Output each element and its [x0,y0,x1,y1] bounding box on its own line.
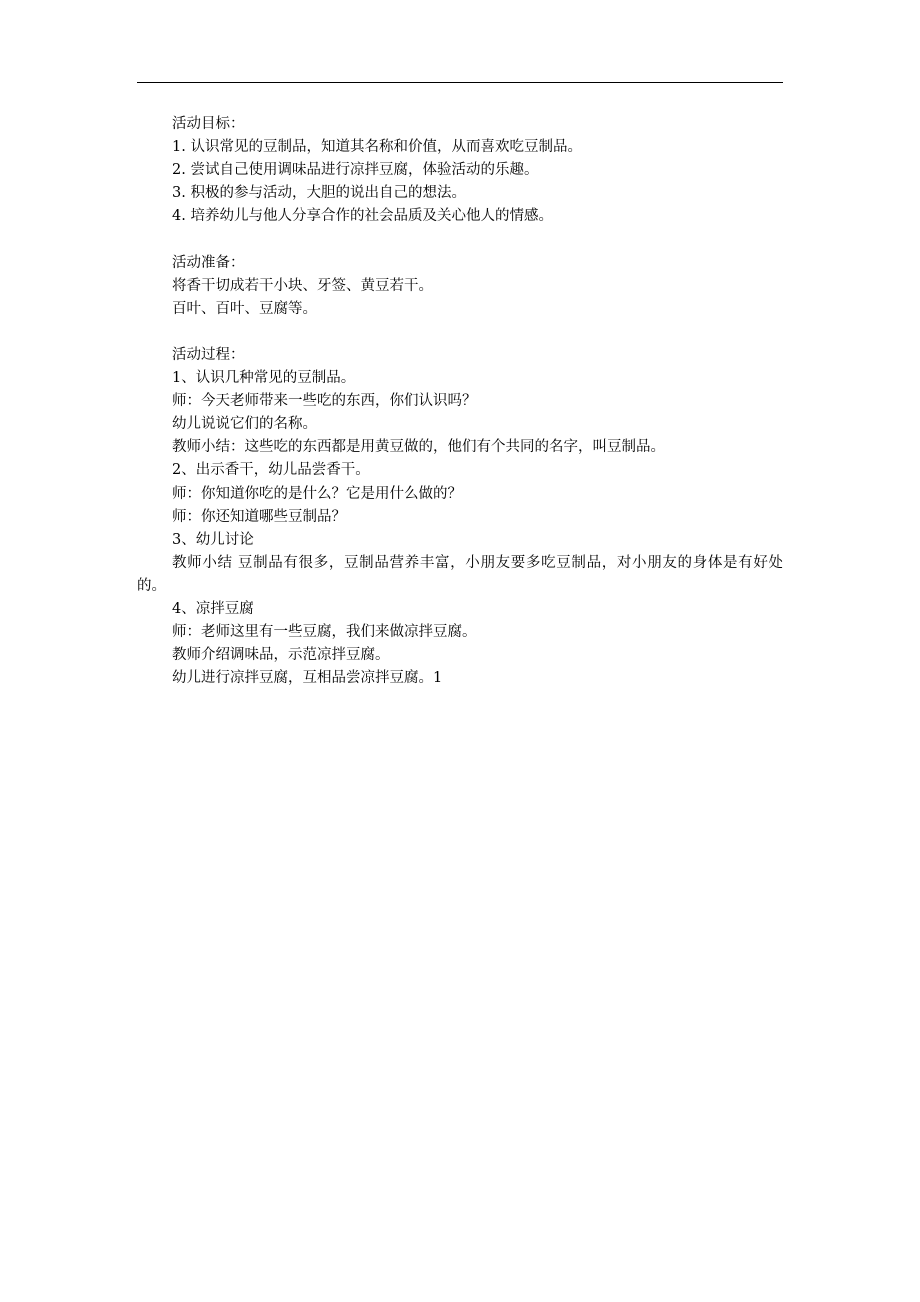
process-line: 3、幼儿讨论 [172,531,254,548]
prep-item: 百叶、百叶、豆腐等。 [172,300,317,317]
goal-item: 1. 认识常见的豆制品，知道其名称和价值，从而喜欢吃豆制品。 [172,139,582,156]
goal-item: 3. 积极的参与活动，大胆的说出自己的想法。 [172,185,466,202]
header-rule [137,82,783,83]
section-heading-goals: 活动目标： [172,116,245,132]
process-line: 师：老师这里有一些豆腐，我们来做凉拌豆腐。 [172,624,477,641]
section-goals [137,113,783,228]
prep-item: 将香干切成若干小块、牙签、黄豆若干。 [172,277,433,294]
document-body [137,113,783,690]
process-line: 2、出示香干，幼儿品尝香干。 [172,462,370,479]
goal-item: 2. 尝试自己使用调味品进行凉拌豆腐，体验活动的乐趣。 [172,162,539,179]
goal-item: 4. 培养幼儿与他人分享合作的社会品质及关心他人的情感。 [172,208,553,225]
process-line: 幼儿进行凉拌豆腐，互相品尝凉拌豆腐。1 [172,670,443,687]
section-heading-preparation: 活动准备： [172,254,245,271]
process-line: 4、凉拌豆腐 [172,600,254,617]
section-spacer [137,228,783,251]
process-summary-paragraph: 教师小结 豆制品有很多，豆制品营养丰富，小朋友要多吃豆制品，对小朋友的身体是有好处的。 [137,554,783,594]
process-line: 1、认识几种常见的豆制品。 [172,370,356,387]
section-process [137,344,783,690]
process-line: 师：今天老师带来一些吃的东西，你们认识吗？ [172,393,477,410]
process-line: 师：你知道你吃的是什么？它是用什么做的？ [172,485,462,502]
section-spacer [137,321,783,344]
process-line: 教师介绍调味品，示范凉拌豆腐。 [172,647,390,664]
process-line: 教师小结：这些吃的东西都是用黄豆做的，他们有个共同的名字，叫豆制品。 [172,439,665,456]
process-line: 师：你还知道哪些豆制品？ [172,508,346,525]
section-preparation [137,252,783,321]
section-heading-process: 活动过程： [172,346,245,363]
process-line: 幼儿说说它们的名称。 [172,416,317,433]
